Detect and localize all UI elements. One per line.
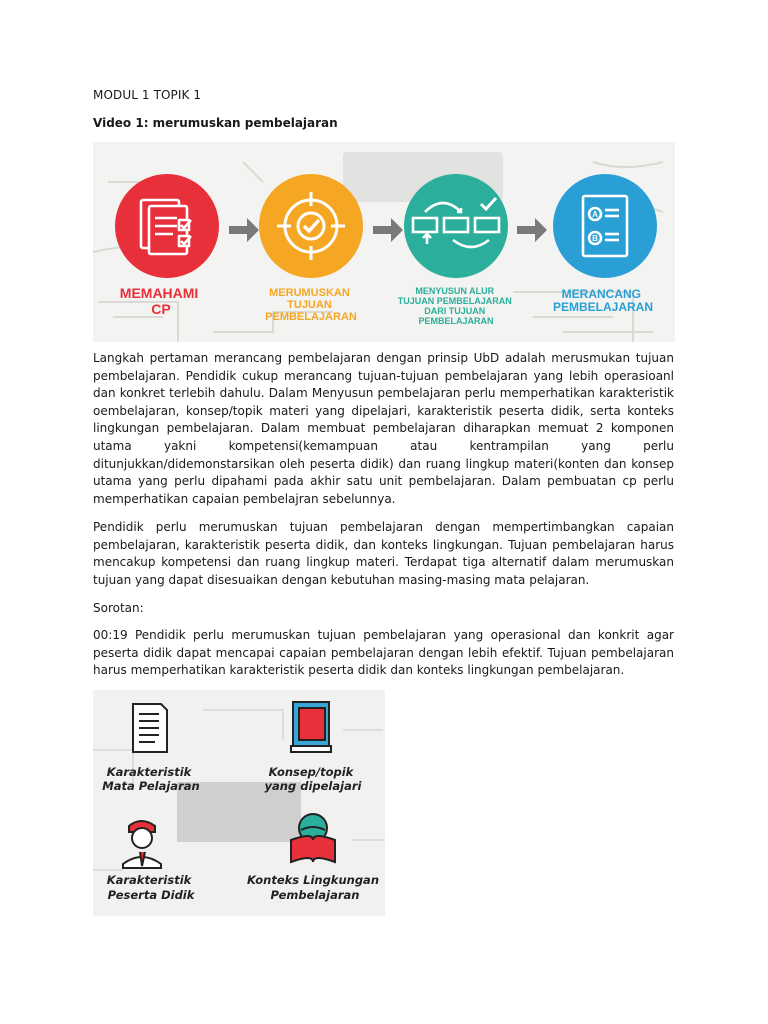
arrow-icon-1	[229, 218, 259, 242]
paragraph-1: Langkah pertaman merancang pembelajaran dengan prinsip UbD adalah merusmukan tujuan pembelajaran. Pendidik cukup merancang tujuan-tujuan pembelajaran yang lebih operasioanl dan konkret terlebih dahulu. Dalam Menyusun pembelajaran perlu memperhatikan karakteristik oembelajaran, konsep/topik materi yang dipelajari, karakteristik peserta didik, serta konteks lingkungan pembelajaran. Dalam membuat pembelajaran diharapkan memuat 2 komponen utama yakni kompetensi(kemampuan atau kentrampilan yang perlu ditunjukkan/didemonstarsikan oleh peserta didik) dan ruang lingkup materi(konten dan konsep utama yang perlu dipahami pada akhir satu unit pembelajaran. Dalam pembuatan cp perlu memperhatikan capaian pembelajran sebelunnya.	[93, 351, 674, 506]
step-2-label-line-3: PEMBELAJARAN	[265, 311, 357, 323]
step-4-merancang	[553, 174, 657, 278]
step-3-label-line-3: DARI TUJUAN	[424, 306, 486, 316]
step-1-label-line-1: MEMAHAMI	[119, 285, 199, 301]
step-3-label	[398, 286, 515, 326]
document-checklist-icon	[141, 200, 191, 254]
step-3-label-line-4: PEMBELAJARAN	[418, 316, 494, 326]
step-4-label-line-2: PEMBELAJARAN	[552, 300, 654, 314]
step-4-circle	[553, 174, 657, 278]
step-3-label-line-2: TUJUAN PEMBELAJARAN	[397, 296, 512, 306]
arrow-icon-3	[517, 218, 547, 242]
paragraph-2: Pendidik perlu merumuskan tujuan pembelajaran dengan mempertimbangkan capaian pembelajaran, karakteristik peserta didik, dan konteks lingkungan. Tujuan pembelajaran harus mencakup kompetensi dan ruang lingkup materi. Terdapat tiga alternatif dalam merumuskan tujuan yang dapat disesuaikan dengan kebutuhan masing-masing mata pelajaran.	[93, 520, 674, 587]
factor-2-line-1: Konsep/topik	[268, 765, 354, 779]
step-2-label-line-1: MERUMUSKAN	[269, 287, 350, 299]
step-4-label	[553, 287, 653, 314]
process-banner-svg	[93, 142, 675, 342]
factor-1-line-1: Karakteristik	[106, 765, 192, 779]
factor-4-label	[247, 873, 383, 902]
step-1-memahami-cp	[115, 174, 219, 278]
step-2-circle	[259, 174, 363, 278]
factor-1-label	[102, 765, 199, 793]
option-b-glyph: B	[592, 234, 598, 243]
paragraph-highlight: 00:19 Pendidik perlu merumuskan tujuan pembelajaran yang operasional dan konkrit agar peserta didik dapat mencapai capaian pembelajaran dengan lebih efektif. Tujuan pembelajaran harus memperhatikan karakteristik peserta didik dan konteks lingkungan pembelajaran.	[93, 628, 674, 678]
step-2-label	[265, 287, 357, 323]
factor-1-line-2: Mata Pelajaran	[102, 779, 200, 793]
step-2-label-line-2: TUJUAN	[287, 299, 332, 311]
paper-list-icon	[133, 704, 167, 752]
factor-3-line-1: Karakteristik	[106, 873, 192, 887]
book-stack-icon	[291, 702, 331, 752]
student-icon	[123, 821, 161, 868]
step-3-menyusun-alur	[404, 174, 508, 278]
option-a-glyph: A	[592, 210, 598, 219]
factors-image	[93, 690, 385, 916]
factor-2-line-2: yang dipelajari	[264, 779, 362, 793]
video-title: Video 1: merumuskan pembelajaran	[93, 116, 338, 130]
step-3-label-line-1: MENYUSUN ALUR	[415, 286, 495, 296]
process-banner-image	[93, 142, 675, 342]
arrow-icon-2	[373, 218, 403, 242]
factor-2-label	[265, 765, 363, 793]
highlights-label: Sorotan:	[93, 601, 144, 615]
step-2-merumuskan	[259, 174, 363, 278]
factor-3-line-2: Peserta Didik	[107, 888, 195, 902]
factors-svg	[93, 690, 385, 916]
factor-3-label	[107, 873, 196, 902]
step-3-circle	[404, 174, 508, 278]
step-4-label-line-1: MERANCANG	[561, 287, 641, 301]
factor-4-line-1: Konteks Lingkungan	[246, 873, 380, 887]
factor-4-line-2: Pembelajaran	[270, 888, 360, 902]
module-heading: MODUL 1 TOPIK 1	[93, 88, 202, 102]
step-1-label-line-2: CP	[151, 301, 171, 317]
